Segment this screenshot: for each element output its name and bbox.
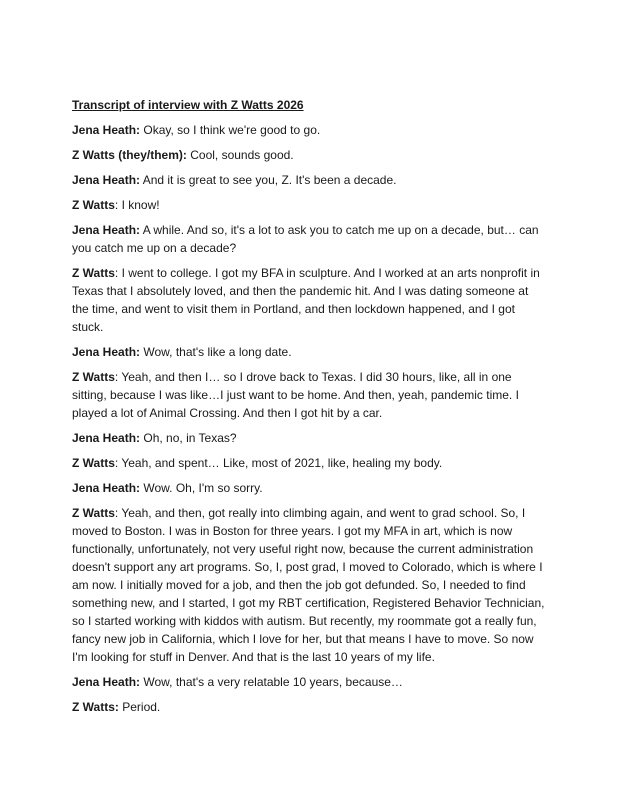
turn-text: And it is great to see you, Z. It's been a decade.: [142, 173, 397, 187]
speaker-name: Jena Heath:: [72, 223, 141, 237]
speaker-separator: :: [114, 506, 122, 520]
turn-text: I know!: [121, 198, 160, 212]
transcript-turn: [72, 698, 546, 716]
turn-text: Yeah, and then I… so I drove back to Texas. I did 30 hours, like, all in one sitting, because I was like…I just want to be home. And then, yeah, pandemic time. I played a lot of Animal Crossing. And then I got hit by a car.: [72, 370, 519, 420]
transcript-turn: [72, 196, 546, 214]
speaker-name: Jena Heath:: [72, 431, 141, 445]
transcript-turn: [72, 454, 546, 472]
speaker-name: Jena Heath:: [72, 481, 141, 495]
transcript-turn: [72, 479, 546, 497]
speaker-name: Jena Heath:: [72, 345, 141, 359]
speaker-name: Z Watts: [72, 266, 115, 280]
speaker-name: Z Watts: [72, 506, 115, 520]
speaker-name: Z Watts: [72, 456, 115, 470]
speaker-name: Jena Heath:: [72, 123, 141, 137]
speaker-name: Z Watts: [72, 198, 115, 212]
speaker-separator: :: [114, 198, 122, 212]
transcript-turn: [72, 171, 546, 189]
transcript-turn: [72, 146, 546, 164]
turn-text: Wow, that's a very relatable 10 years, because…: [143, 675, 403, 689]
transcript-turn: [72, 121, 546, 139]
turn-text: Period.: [122, 700, 161, 714]
speaker-name: Jena Heath:: [72, 675, 141, 689]
turn-text: Cool, sounds good.: [190, 148, 294, 162]
turn-text: A while. And so, it's a lot to ask you to catch me up on a decade, but… can you catch me up on a decade?: [72, 223, 539, 255]
transcript-turn: [72, 368, 546, 422]
speaker-separator: :: [114, 456, 122, 470]
speaker-name: Jena Heath:: [72, 173, 141, 187]
speaker-name: Z Watts: [72, 370, 115, 384]
turn-text: I went to college. I got my BFA in sculpture. And I worked at an arts nonprofit in Texas that I absolutely loved, and then the pandemic hit. And I was dating someone at the time, and went to visit them in Portland, and then lockdown happened, and I got stuck.: [72, 266, 540, 334]
speaker-separator: :: [114, 370, 122, 384]
turn-text: Wow. Oh, I'm so sorry.: [143, 481, 263, 495]
speaker-separator: :: [114, 266, 122, 280]
transcript-turn: [72, 264, 546, 336]
document-title: Transcript of interview with Z Watts 2026: [72, 98, 304, 112]
transcript-turn: [72, 343, 546, 361]
transcript-body: [72, 96, 546, 723]
speaker-name: Z Watts (they/them):: [72, 148, 187, 162]
turn-text: Yeah, and then, got really into climbing again, and went to grad school. So, I moved to Boston. I was in Boston for three years. I got my MFA in art, which is now functionally, unfortunately, not very useful right now, because the current administration doesn't support any art programs. So, I, post grad, I moved to Colorado, which is where I am now. I initially moved for a job, and then the job got defunded. So, I needed to find something new, and I started, I got my RBT certification, Registered Behavior Technician, so I started working with kiddos with autism. But recently, my roommate got a really fun, fancy new job in California, which I love for her, but that means I have to move. So now I'm looking for stuff in Denver. And that is the last 10 years of my life.: [72, 506, 545, 664]
turn-text: Yeah, and spent… Like, most of 2021, like, healing my body.: [121, 456, 443, 470]
turn-text: Okay, so I think we're good to go.: [143, 123, 321, 137]
transcript-turn: [72, 429, 546, 447]
transcript-turn: [72, 221, 546, 257]
speaker-name: Z Watts:: [72, 700, 119, 714]
transcript-turn: [72, 504, 546, 666]
turn-text: Wow, that's like a long date.: [143, 345, 292, 359]
transcript-turn: [72, 673, 546, 691]
turn-text: Oh, no, in Texas?: [143, 431, 237, 445]
